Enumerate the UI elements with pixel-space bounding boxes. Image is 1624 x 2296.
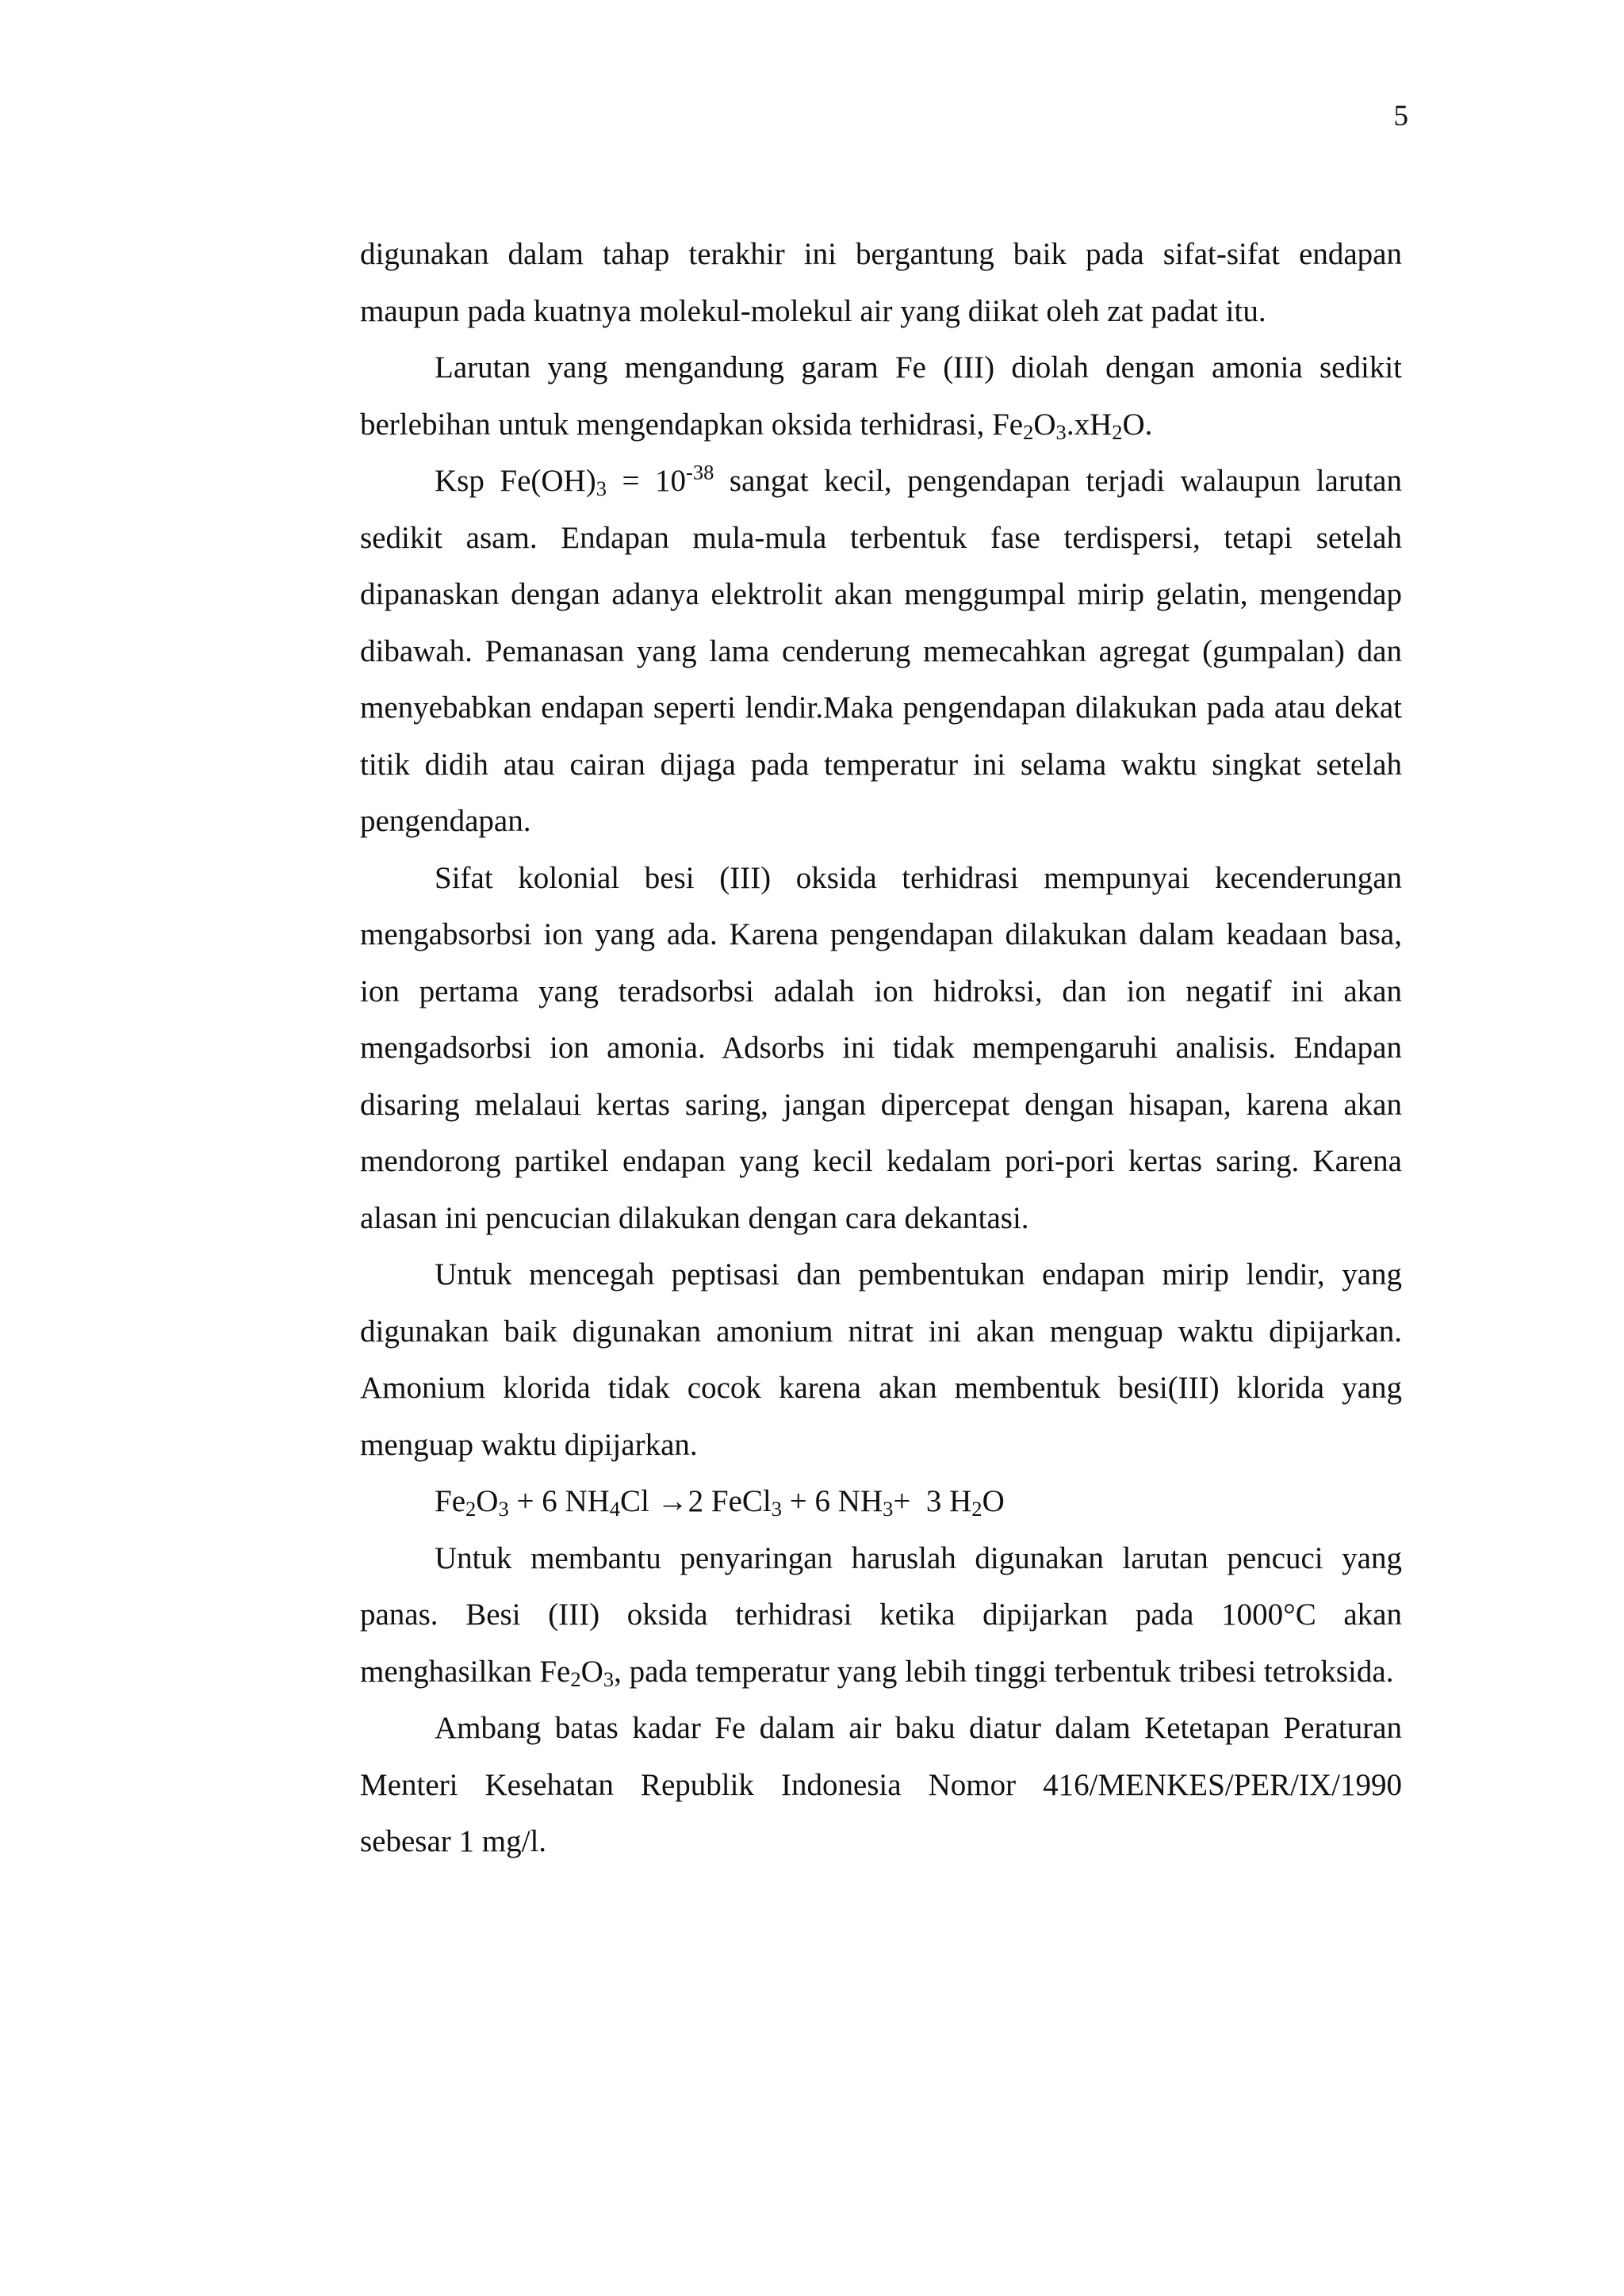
- page-number: 5: [1393, 100, 1408, 132]
- formula-sub-3: 3: [1055, 419, 1067, 444]
- paragraph-2-text: Larutan yang mengandung garam Fe (III) diolah dengan amonia sedikit berlebihan untuk mengendapkan oksida terhidrasi,: [360, 350, 1402, 442]
- eq-o: O: [476, 1484, 499, 1518]
- paragraph-6-sub-3: 3: [603, 1667, 615, 1691]
- formula-sub-h2: 2: [1112, 419, 1123, 444]
- paragraph-6: [360, 1530, 1402, 1701]
- formula-fe: Fe: [992, 407, 1024, 442]
- eq-sub-5: 3: [883, 1496, 894, 1521]
- formula-sub-2: 2: [1023, 419, 1034, 444]
- formula-xh: .xH: [1066, 407, 1113, 442]
- chemical-equation: [360, 1473, 1402, 1530]
- ksp-equals: = 10: [606, 464, 687, 498]
- paragraph-6-text-after: , pada temperatur yang lebih tinggi terbentuk tribesi tetroksida.: [614, 1654, 1394, 1689]
- paragraph-3-text: sangat kecil, pengendapan terjadi walaupun larutan sedikit asam. Endapan mula-mula terbentuk fase terdispersi, tetapi setelah dipanaskan dengan adanya elektrolit akan menggumpal mirip gelatin, mengendap dibawah. Pemanasan yang lama cenderung memecahkan agregat (gumpalan) dan menyebabkan endapan seperti lendir.Maka pengendapan dilakukan pada atau dekat titik didih atau cairan dijaga pada temperatur ini selama waktu singkat setelah pengendapan.: [360, 464, 1402, 838]
- document-body: [360, 226, 1402, 1870]
- formula-o: O: [1033, 407, 1056, 442]
- formula-end: O.: [1122, 407, 1153, 442]
- eq-sub-1: 2: [465, 1496, 477, 1521]
- eq-sub-2: 3: [498, 1496, 509, 1521]
- eq-text-4: + 6 NH: [782, 1484, 883, 1518]
- eq-text-6: O: [982, 1484, 1005, 1518]
- eq-sub-3: 4: [609, 1496, 621, 1521]
- eq-sub-4: 3: [771, 1496, 783, 1521]
- eq-text-1: + 6 NH: [508, 1484, 610, 1518]
- eq-text-3: 2 FeCl: [688, 1484, 772, 1518]
- paragraph-1: digunakan dalam tahap terakhir ini bergantung baik pada sifat-sifat endapan maupun pada kuatnya molekul-molekul air yang diikat oleh zat padat itu.: [360, 237, 1402, 328]
- paragraph-7: Ambang batas kadar Fe dalam air baku diatur dalam Ketetapan Peraturan Menteri Kesehatan Republik Indonesia Nomor 416/MENKES/PER/IX/1990 sebesar 1 mg/l.: [360, 1711, 1402, 1858]
- paragraph-6-text-before: Untuk membantu penyaringan haruslah digunakan larutan pencuci yang panas. Besi (III) oksida terhidrasi ketika dipijarkan pada 1000°C akan menghasilkan Fe: [360, 1540, 1402, 1689]
- paragraph-5: Untuk mencegah peptisasi dan pembentukan endapan mirip lendir, yang digunakan baik digunakan amonium nitrat ini akan menguap waktu dipijarkan. Amonium klorida tidak cocok karena akan membentuk besi(III) klorida yang menguap waktu dipijarkan.: [360, 1257, 1402, 1462]
- ksp-sub-3: 3: [596, 476, 607, 500]
- paragraph-4: Sifat kolonial besi (III) oksida terhidrasi mempunyai kecenderungan mengabsorbsi ion yang ada. Karena pengendapan dilakukan dalam keadaan basa, ion pertama yang teradsorbsi adalah ion hidroksi, dan ion negatif ini akan mengadsorbsi ion amonia. Adsorbs ini tidak mempengaruhi analisis. Endapan disaring melalaui kertas saring, jangan dipercepat dengan hisapan, karena akan mendorong partikel endapan yang kecil kedalam pori-pori kertas saring. Karena alasan ini pencucian dilakukan dengan cara dekantasi.: [360, 860, 1402, 1235]
- ksp-label: Ksp Fe(OH): [435, 464, 596, 498]
- paragraph-6-o: O: [580, 1654, 603, 1689]
- paragraph-2: [360, 339, 1402, 453]
- paragraph-6-sub-2: 2: [570, 1667, 581, 1691]
- paragraph-3: [360, 453, 1402, 850]
- eq-sub-6: 2: [971, 1496, 982, 1521]
- ksp-exponent: -38: [686, 460, 714, 484]
- eq-fe: Fe: [435, 1484, 465, 1518]
- eq-text-2: Cl →: [620, 1484, 688, 1518]
- eq-text-5: + 3 H: [893, 1484, 972, 1518]
- formula-fe2o3-xh2o: [992, 408, 1152, 442]
